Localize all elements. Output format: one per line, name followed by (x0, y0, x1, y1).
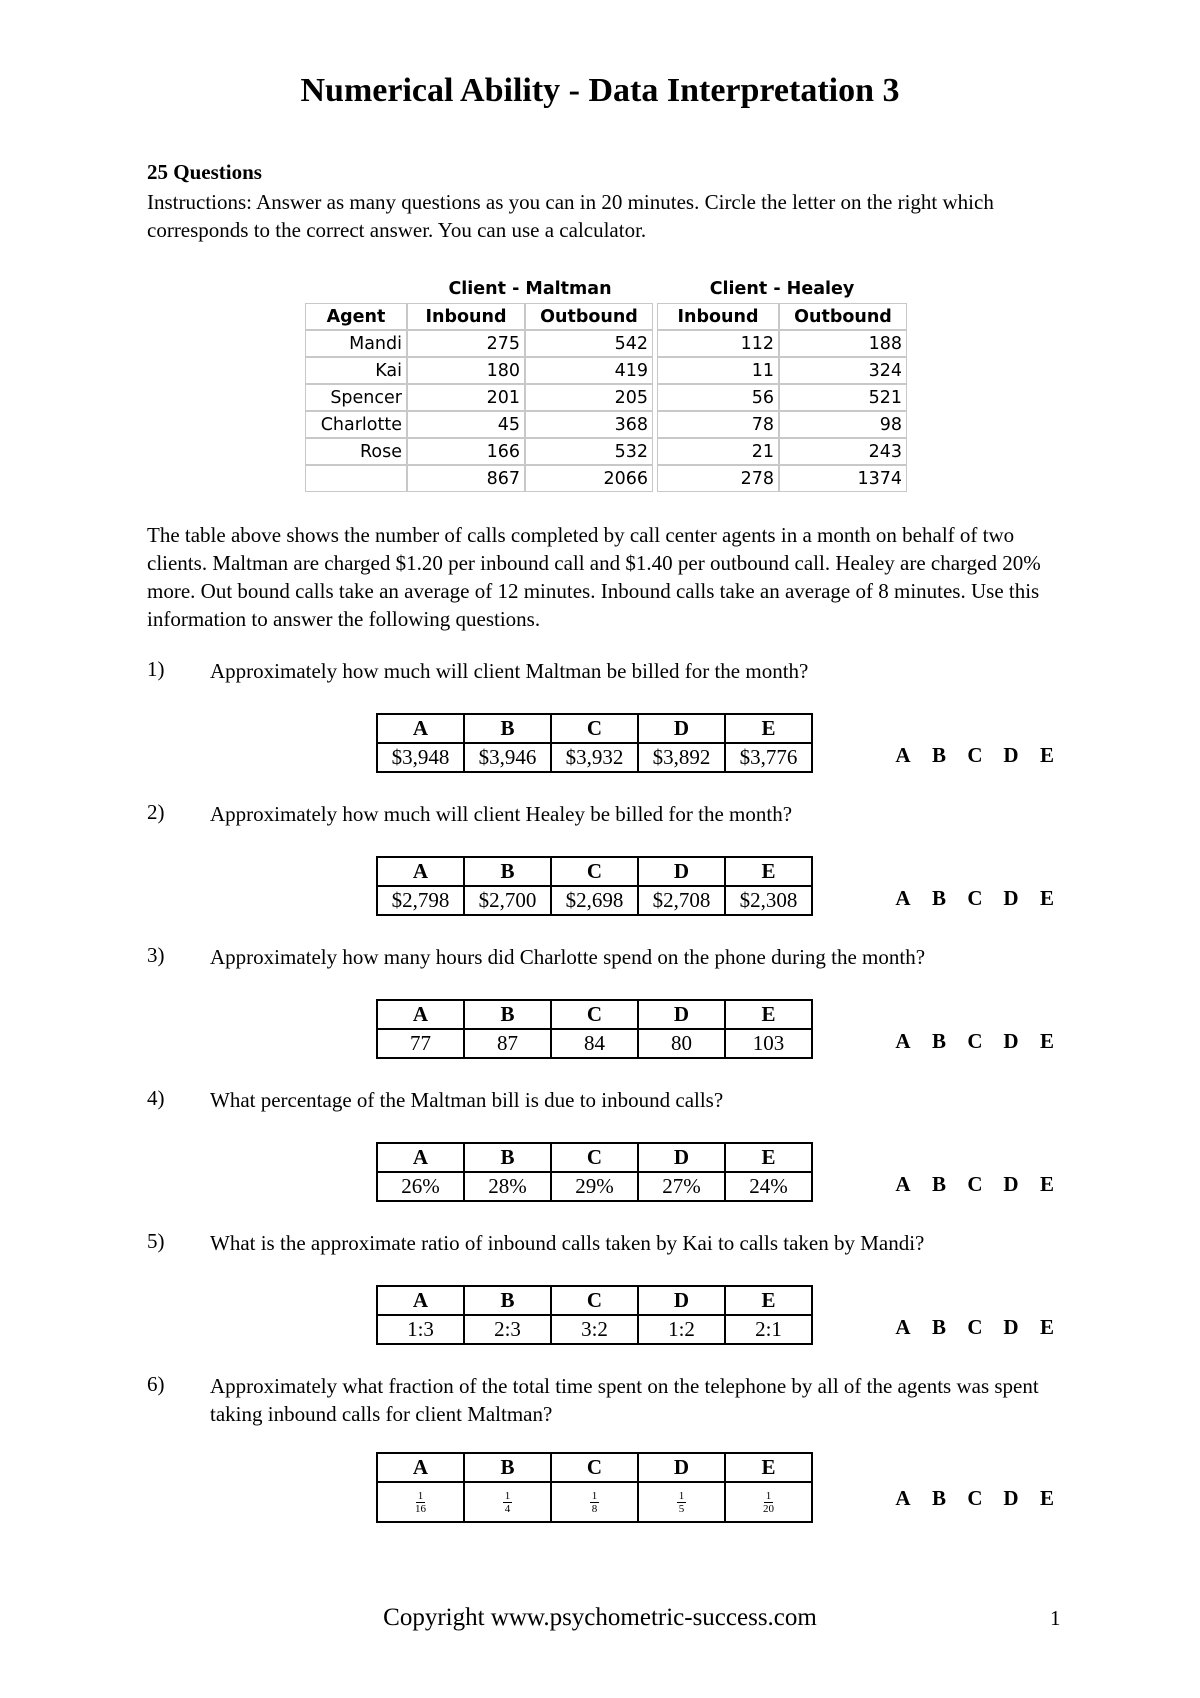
option-letter-cell: D (638, 1453, 725, 1482)
answer-options-table (376, 1285, 813, 1345)
table-cell: 275 (407, 330, 525, 357)
table-cell: Mandi (305, 330, 407, 357)
option-value-cell: 87 (464, 1029, 551, 1058)
option-value-cell: $2,798 (377, 886, 464, 915)
answer-choice-b[interactable]: B (931, 1486, 946, 1510)
option-letter-cell: A (377, 1453, 464, 1482)
table-cell: 324 (779, 357, 907, 384)
option-value-cell: $2,708 (638, 886, 725, 915)
table-cell: 205 (525, 384, 653, 411)
fraction (590, 1490, 600, 1515)
answer-choice-c[interactable]: C (967, 743, 983, 767)
table-cell: 532 (525, 438, 653, 465)
table-cell (305, 465, 407, 492)
answer-options-table (376, 856, 813, 916)
table-cell: 166 (407, 438, 525, 465)
description-paragraph: The table above shows the number of calls completed by call center agents in a month on behalf of two clients. Maltman are charged $1.20 per inbound call and $1.40 per outbound call. Healey are charged 20% more. Out bound calls take an average of 12 minutes. Inbound calls take an average of 8 minutes. Use this information to answer the following questions. (147, 523, 1041, 631)
option-value-cell: $2,700 (464, 886, 551, 915)
fraction (503, 1490, 513, 1515)
answer-choices (885, 1315, 1065, 1340)
answer-choice-e[interactable]: E (1039, 886, 1054, 910)
option-letter-cell: D (638, 1143, 725, 1172)
option-letter-cell: A (377, 714, 464, 743)
answer-choice-d[interactable]: D (1003, 1315, 1019, 1339)
option-letter-cell: A (377, 1000, 464, 1029)
option-value-cell: 1:2 (638, 1315, 725, 1344)
question-text: Approximately how many hours did Charlotte spend on the phone during the month? (210, 945, 926, 969)
fraction-denominator: 8 (591, 1503, 598, 1516)
option-letter-cell: B (464, 1453, 551, 1482)
option-value-cell: 2:1 (725, 1315, 812, 1344)
client-maltman-heading: Client - Maltman (448, 279, 612, 299)
answer-choice-a[interactable]: A (895, 1486, 911, 1510)
answer-choice-d[interactable]: D (1003, 743, 1019, 767)
option-letter-cell: C (551, 1000, 638, 1029)
answer-choice-c[interactable]: C (967, 1029, 983, 1053)
answer-options-table (376, 1452, 813, 1523)
question-number: 5) (147, 1229, 165, 1253)
table-cell: 419 (525, 357, 653, 384)
column-header: Outbound (525, 303, 653, 330)
answer-choice-d[interactable]: D (1003, 1486, 1019, 1510)
option-letter-cell: D (638, 1000, 725, 1029)
option-value-cell: $3,948 (377, 743, 464, 772)
option-value-cell: 26% (377, 1172, 464, 1201)
total-cell: 2066 (525, 465, 653, 492)
answer-choice-a[interactable]: A (895, 886, 911, 910)
table-cell: Rose (305, 438, 407, 465)
fraction-numerator: 1 (765, 1490, 772, 1503)
table-row (305, 438, 907, 465)
option-value-cell: 24% (725, 1172, 812, 1201)
table-cell: 542 (525, 330, 653, 357)
answer-choices (885, 1029, 1065, 1054)
answer-choice-b[interactable]: B (931, 886, 946, 910)
question-text: What is the approximate ratio of inbound calls taken by Kai to calls taken by Mandi? (210, 1231, 925, 1255)
fraction-denominator: 16 (415, 1503, 426, 1516)
option-value-cell (464, 1482, 551, 1522)
total-cell: 278 (657, 465, 779, 492)
table-cell: 368 (525, 411, 653, 438)
question-number: 6) (147, 1372, 165, 1396)
table-cell: 243 (779, 438, 907, 465)
option-value-cell: 77 (377, 1029, 464, 1058)
option-value-cell: 80 (638, 1029, 725, 1058)
option-value-cell (377, 1482, 464, 1522)
fraction (415, 1490, 426, 1515)
answer-choices (885, 1486, 1065, 1511)
table-row (305, 330, 907, 357)
table-cell: 201 (407, 384, 525, 411)
answer-choice-c[interactable]: C (967, 886, 983, 910)
option-letter-cell: E (725, 714, 812, 743)
table-cell: 21 (657, 438, 779, 465)
fraction-denominator: 4 (504, 1503, 511, 1516)
option-letter-cell: C (551, 1453, 638, 1482)
table-cell: 78 (657, 411, 779, 438)
option-letter-cell: E (725, 1000, 812, 1029)
option-letter-cell: E (725, 1143, 812, 1172)
column-header: Inbound (657, 303, 779, 330)
table-row (305, 411, 907, 438)
answer-choice-a[interactable]: A (895, 1029, 911, 1053)
answer-choices (885, 743, 1065, 768)
option-letter-cell: A (377, 857, 464, 886)
answer-choice-e[interactable]: E (1039, 1029, 1054, 1053)
instructions: Instructions: Answer as many questions as you can in 20 minutes. Circle the letter on the right which corresponds to the correct answer. You can use a calculator. (147, 190, 994, 242)
fraction-numerator: 1 (678, 1490, 685, 1503)
question-number: 3) (147, 943, 165, 967)
answer-choice-c[interactable]: C (967, 1315, 983, 1339)
option-letter-cell: D (638, 857, 725, 886)
column-header: Outbound (779, 303, 907, 330)
option-value-cell: 1:3 (377, 1315, 464, 1344)
table-row (305, 357, 907, 384)
question-number: 4) (147, 1086, 165, 1110)
answer-options-table (376, 713, 813, 773)
table-cell: 180 (407, 357, 525, 384)
fraction-numerator: 1 (417, 1490, 424, 1503)
option-letter-cell: D (638, 1286, 725, 1315)
option-value-cell: 103 (725, 1029, 812, 1058)
answer-choice-e[interactable]: E (1039, 1315, 1054, 1339)
option-value-cell: $2,698 (551, 886, 638, 915)
column-header: Inbound (407, 303, 525, 330)
option-value-cell: $3,776 (725, 743, 812, 772)
question-text: Approximately how much will client Maltman be billed for the month? (210, 659, 809, 683)
option-value-cell: $3,932 (551, 743, 638, 772)
page-title: Numerical Ability - Data Interpretation 3 (300, 72, 900, 109)
option-value-cell: $3,946 (464, 743, 551, 772)
answer-choice-b[interactable]: B (931, 1315, 946, 1339)
option-letter-cell: B (464, 1143, 551, 1172)
answer-choice-d[interactable]: D (1003, 1029, 1019, 1053)
table-cell: 56 (657, 384, 779, 411)
question-text: Approximately what fraction of the total time spent on the telephone by all of the agents was spent taking inbound calls for client Maltman? (210, 1374, 1039, 1426)
table-row (305, 384, 907, 411)
answer-choice-e[interactable]: E (1039, 743, 1054, 767)
option-letter-cell: D (638, 714, 725, 743)
answer-choice-d[interactable]: D (1003, 886, 1019, 910)
option-value-cell: 28% (464, 1172, 551, 1201)
answer-choice-d[interactable]: D (1003, 1172, 1019, 1196)
question-text: Approximately how much will client Healey be billed for the month? (210, 802, 793, 826)
calls-data-table (305, 275, 907, 492)
fraction-numerator: 1 (591, 1490, 598, 1503)
option-letter-cell: A (377, 1286, 464, 1315)
option-value-cell: 27% (638, 1172, 725, 1201)
answer-choice-b[interactable]: B (931, 743, 946, 767)
footer-copyright: Copyright www.psychometric-success.com (383, 1604, 817, 1631)
fraction-denominator: 5 (678, 1503, 685, 1516)
answer-choice-c[interactable]: C (967, 1486, 983, 1510)
option-value-cell: 84 (551, 1029, 638, 1058)
answer-choice-b[interactable]: B (931, 1029, 946, 1053)
fraction-numerator: 1 (504, 1490, 511, 1503)
option-letter-cell: E (725, 857, 812, 886)
option-letter-cell: B (464, 857, 551, 886)
answer-choice-a[interactable]: A (895, 1172, 911, 1196)
total-cell: 867 (407, 465, 525, 492)
page-number: 1 (1050, 1606, 1061, 1630)
answer-choices (885, 1172, 1065, 1197)
option-letter-cell: C (551, 714, 638, 743)
table-cell: 98 (779, 411, 907, 438)
table-cell: 112 (657, 330, 779, 357)
table-cell: 11 (657, 357, 779, 384)
option-value-cell: 2:3 (464, 1315, 551, 1344)
total-cell: 1374 (779, 465, 907, 492)
question-text: What percentage of the Maltman bill is due to inbound calls? (210, 1088, 724, 1112)
table-cell: 188 (779, 330, 907, 357)
table-cell: 45 (407, 411, 525, 438)
table-cell: Kai (305, 357, 407, 384)
answer-choice-b[interactable]: B (931, 1172, 946, 1196)
option-letter-cell: C (551, 1286, 638, 1315)
table-cell: 521 (779, 384, 907, 411)
option-letter-cell: B (464, 1286, 551, 1315)
table-cell: Charlotte (305, 411, 407, 438)
client-healey-heading: Client - Healey (709, 279, 855, 299)
answer-choice-a[interactable]: A (895, 743, 911, 767)
option-value-cell (638, 1482, 725, 1522)
option-letter-cell: A (377, 1143, 464, 1172)
option-letter-cell: C (551, 857, 638, 886)
option-value-cell: 29% (551, 1172, 638, 1201)
answer-choice-e[interactable]: E (1039, 1172, 1054, 1196)
answer-choice-a[interactable]: A (895, 1315, 911, 1339)
option-value-cell (551, 1482, 638, 1522)
option-letter-cell: B (464, 714, 551, 743)
option-letter-cell: C (551, 1143, 638, 1172)
answer-choice-e[interactable]: E (1039, 1486, 1054, 1510)
answer-options-table (376, 999, 813, 1059)
option-letter-cell: B (464, 1000, 551, 1029)
fraction (763, 1490, 774, 1515)
fraction-denominator: 20 (763, 1503, 774, 1516)
table-cell: Spencer (305, 384, 407, 411)
question-number: 2) (147, 800, 165, 824)
fraction (677, 1490, 687, 1515)
question-count: 25 Questions (147, 160, 262, 184)
answer-options-table (376, 1142, 813, 1202)
answer-choice-c[interactable]: C (967, 1172, 983, 1196)
totals-row (305, 465, 907, 492)
option-value-cell: 3:2 (551, 1315, 638, 1344)
column-header: Agent (305, 303, 407, 330)
question-number: 1) (147, 657, 165, 681)
answer-choices (885, 886, 1065, 911)
option-letter-cell: E (725, 1286, 812, 1315)
option-value-cell: $3,892 (638, 743, 725, 772)
option-value-cell: $2,308 (725, 886, 812, 915)
option-letter-cell: E (725, 1453, 812, 1482)
option-value-cell (725, 1482, 812, 1522)
